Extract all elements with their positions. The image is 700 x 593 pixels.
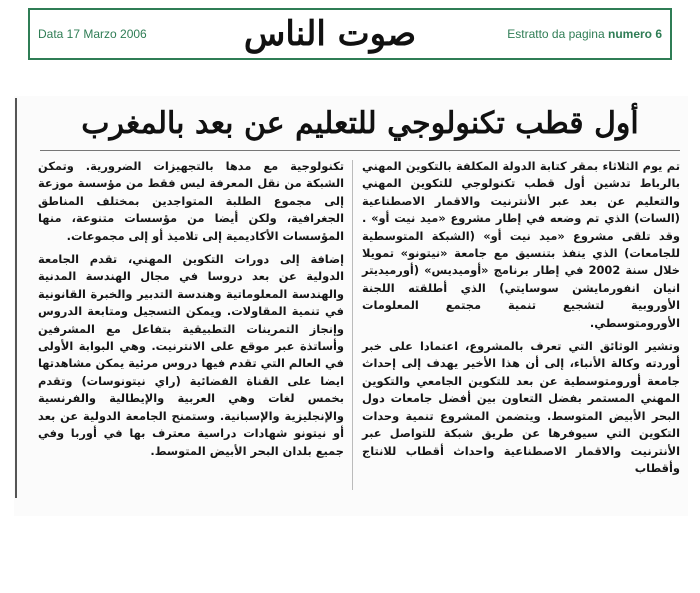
article-paragraph: وتشير الوثائق التي تعرف بالمشروع، اعتمادا على خبر أوردته وكالة الأنباء، إلى أن هذا الأخير يهدف إلى إحداث جامعة أورومتوسطية عن بعد للتكوين الجامعي والتكوين المهني المستمر بفضل التعاون بين أفضل جامعات دول البحر الأبيض المتوسط. ويتضمن المشروع تنمية وحدات التكوين التي سيوفرها عن طريق شبكة للتواصل عبر الأنترنيت والاقمار الاصطناعية واحداث أقطاب للانتاج وأقطاب bbox=[362, 339, 680, 475]
article-column-right bbox=[362, 158, 680, 483]
column-divider bbox=[352, 160, 353, 490]
clipping-header bbox=[28, 8, 672, 60]
page-reference bbox=[507, 27, 662, 41]
page-number: numero 6 bbox=[607, 27, 662, 41]
clipping-date: Data 17 Marzo 2006 bbox=[38, 27, 147, 41]
clipping-edge bbox=[15, 98, 17, 498]
article-paragraph: تكنولوجية مع مدها بالتجهيزات الضرورية. وتمكن الشبكة من نقل المعرفة ليس فقط من مؤسسة موزعة إلى مجموع الطلبة المتواجدين بمختلف المناطق الجغرافية، ولكن أيضا من مؤسسات متنوعة، منها المؤسسات الأكاديمية إلى تلاميذ أو إلى مجموعات. bbox=[38, 159, 344, 243]
article-headline: أول قطب تكنولوجي للتعليم عن بعد بالمغرب bbox=[81, 106, 639, 141]
extract-label: Estratto da pagina bbox=[507, 27, 605, 41]
article-paragraph: إضافة إلى دورات التكوين المهني، تقدم الجامعة الدولية عن بعد دروسا في مجال الهندسة المدنية والهندسة المعلوماتية وهندسة التدبير والخبرة القانونية في تنمية المقاولات. ويمكن التسجيل ومتابعة الدروس وإنجاز التمرينات التطبيقية بتفاعل مع المشرفين وأساتذة عبر موقع على الانترنيت. وهي البوابة الأولى في العالم التي تقدم فيها دروس مرئية يمكن مشاهدتها ايضا على القناة الفضائية (راي نيتونوسات) وتقدم بخمس لغات وهي العربية والإيطالية والفرنسية والإنجليزية والإسبانية. وستمنح الجامعة الدولية عن بعد أو نيتونو شهادات دراسية معترف بها في أوربا وفي جميع بلدان البحر الأبيض المتوسط. bbox=[38, 252, 344, 458]
headline-divider bbox=[40, 150, 680, 151]
newspaper-masthead: صوت الناس bbox=[243, 14, 417, 54]
article-paragraph: تم يوم الثلاثاء بمقر كتابة الدولة المكلفة بالتكوين المهني بالرباط تدشين أول قطب تكنولوجي للتكوين المهني والتعليم عن بعد عبر الأنترنيت والاقمار الاصطناعية (السات) الذي تم وضعه في إطار مشروع «ميد نيت أو» . وقد تلقى مشروع «ميد نيت أو» (الشبكة المتوسطية للجامعات) الذي ينفذ بتنسيق مع جامعة «نيتونو» تمويلا خلال سنة 2002 في إطار برنامج «أوميديس» (أورميديتر انيان انفورمايشن سوسايتي) الذي أطلقته اللجنة الأوروبية لتشجيع تنمية مجتمع المعلومات الأورومتوسطي. bbox=[362, 159, 680, 330]
article-column-left bbox=[38, 158, 344, 466]
